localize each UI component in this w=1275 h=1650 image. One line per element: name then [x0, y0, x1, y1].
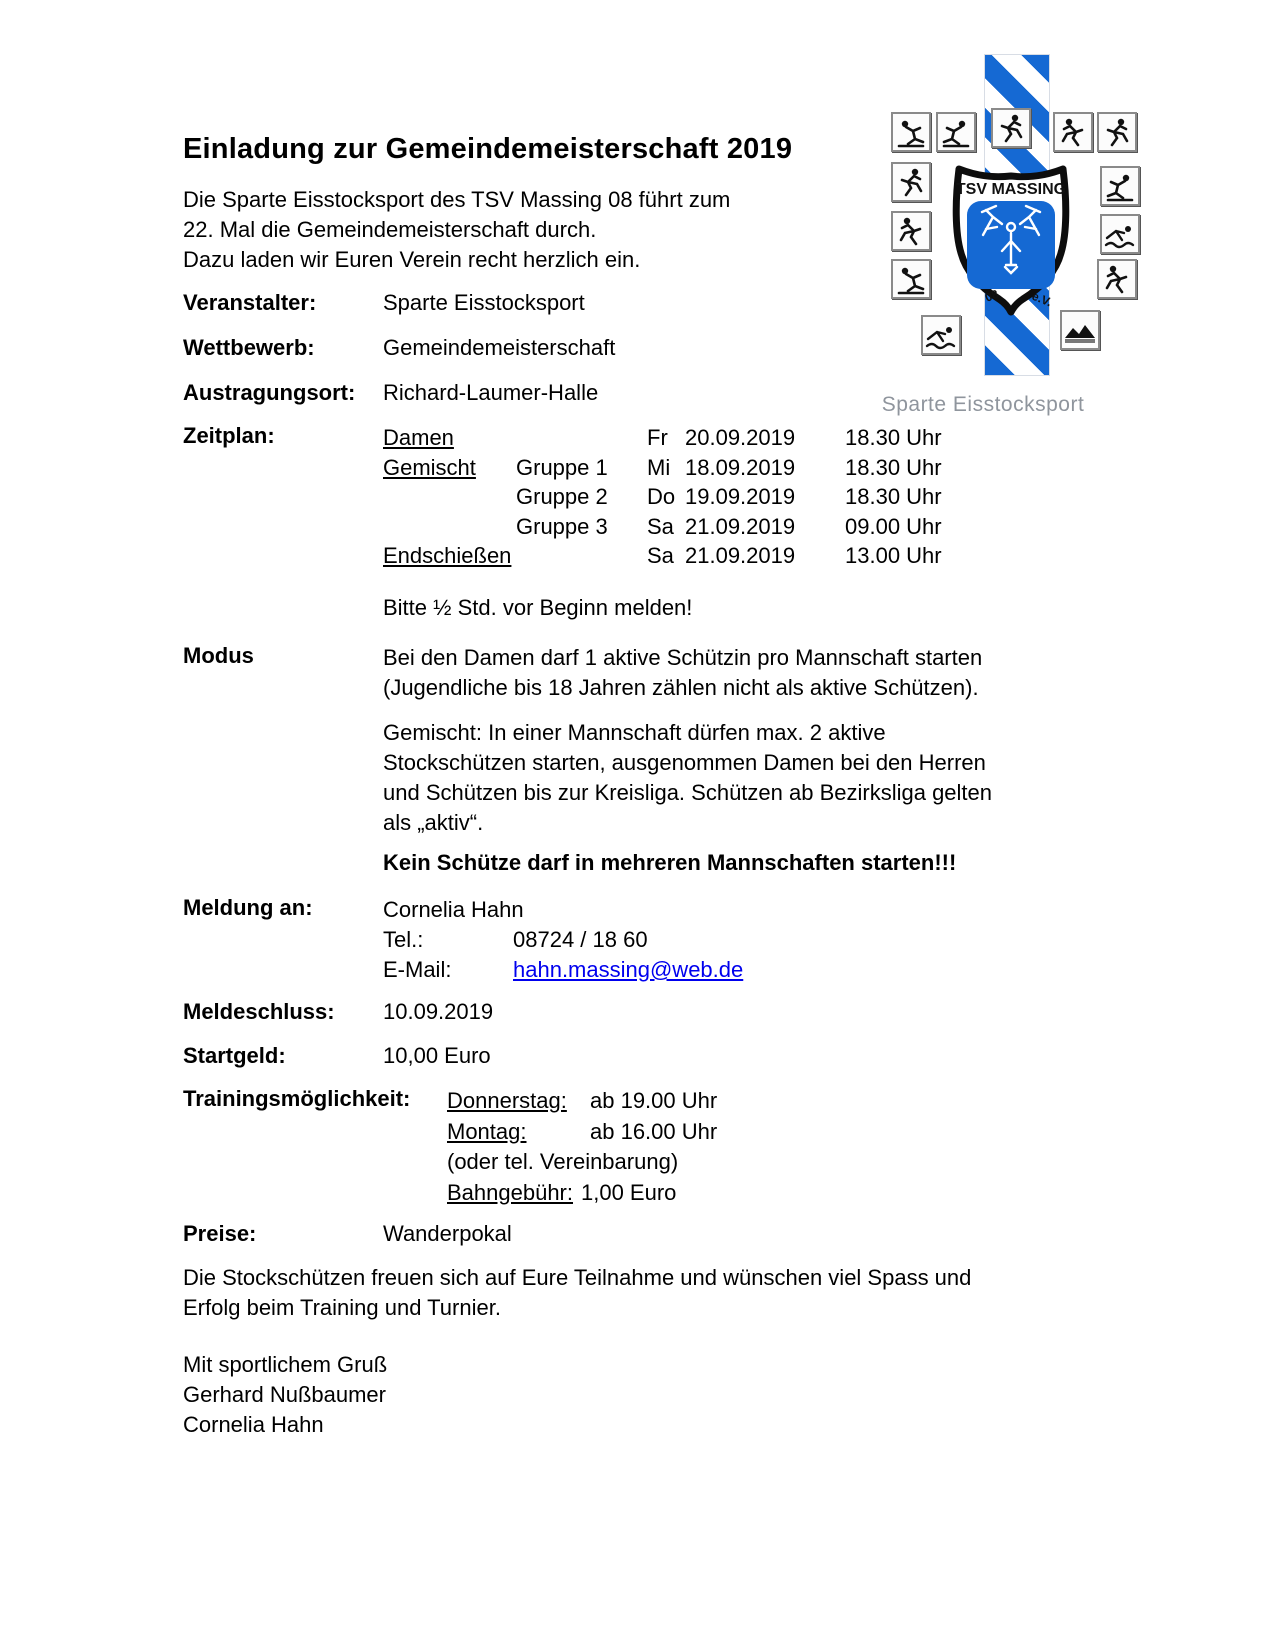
austragungsort-label: Austragungsort: — [183, 380, 356, 405]
shield-number: 08 — [982, 286, 1001, 305]
modus-line: Gemischt: In einer Mannschaft dürfen max. 2 aktive — [383, 720, 886, 745]
zeitplan-time: 18.30 Uhr — [845, 454, 942, 480]
boxing-pictogram-icon — [891, 162, 931, 202]
signature-greeting: Mit sportlichem Gruß — [183, 1352, 388, 1377]
zeitplan-row — [383, 541, 942, 571]
meldung-label: Meldung an: — [183, 895, 313, 920]
closing-line: Erfolg beim Training und Turnier. — [183, 1295, 501, 1320]
training-time: ab 16.00 Uhr — [590, 1118, 718, 1144]
zeitplan-category: Damen — [383, 425, 454, 450]
zeitplan-day: Sa — [647, 513, 674, 539]
zeitplan-row — [383, 453, 942, 483]
wettbewerb-label: Wettbewerb: — [183, 335, 315, 360]
veranstalter-value: Sparte Eisstocksport — [383, 290, 585, 315]
zeitplan-row — [383, 512, 942, 542]
tel-value: 08724 / 18 60 — [513, 927, 648, 952]
luge-pictogram-icon — [1100, 214, 1140, 254]
modus-paragraph-1 — [383, 643, 982, 703]
zeitplan-day: Sa — [647, 543, 674, 568]
intro-line: 22. Mal die Gemeindemeisterschaft durch. — [183, 217, 597, 242]
training-time: ab 19.00 Uhr — [590, 1088, 718, 1113]
signature-name: Gerhard Nußbaumer — [183, 1382, 386, 1407]
shield-suffix: e.V. — [1029, 288, 1054, 310]
veranstalter-label: Veranstalter: — [183, 290, 317, 315]
training-row — [447, 1086, 717, 1117]
modus-warning: Kein Schütze darf in mehreren Mannschaften starten!!! — [383, 850, 957, 875]
email-link[interactable]: hahn.massing@web.de — [513, 957, 744, 982]
tel-label: Tel.: — [383, 927, 424, 952]
zeitplan-category: Endschießen — [383, 543, 512, 568]
zeitplan-date: 18.09.2019 — [685, 454, 796, 480]
modus-label: Modus — [183, 643, 254, 668]
austragungsort-value: Richard-Laumer-Halle — [383, 380, 599, 405]
intro-line: Die Sparte Eisstocksport des TSV Massing 08 führt zum — [183, 187, 731, 212]
email-label: E-Mail: — [383, 957, 452, 982]
soccer-pictogram-icon — [891, 211, 931, 251]
tsv-massing-logo — [843, 55, 1143, 420]
modus-line: (Jugendliche bis 18 Jahren zählen nicht als aktive Schützen). — [383, 675, 979, 700]
meldeschluss-label: Meldeschluss: — [183, 999, 335, 1024]
zeitplan-note: Bitte ½ Std. vor Beginn melden! — [383, 595, 693, 620]
skiing-pictogram-icon — [1097, 259, 1137, 299]
meldeschluss-value: 10.09.2019 — [383, 999, 494, 1024]
zeitplan-row — [383, 423, 942, 453]
training-row — [447, 1117, 717, 1148]
closing-line: Die Stockschützen freuen sich auf Eure Teilnahme und wünschen viel Spass und — [183, 1265, 972, 1290]
zeitplan-gruppe: Gruppe 1 — [516, 454, 608, 480]
intro-paragraph — [183, 185, 730, 275]
zeitplan-day: Fr — [647, 425, 668, 450]
zeitplan-gruppe — [516, 423, 647, 453]
wettbewerb-value: Gemeindemeisterschaft — [383, 335, 616, 360]
preise-value: Wanderpokal — [383, 1221, 512, 1246]
closing-paragraph — [183, 1263, 971, 1323]
running-pictogram-icon — [991, 108, 1031, 148]
modus-paragraph-2 — [383, 718, 992, 838]
zeitplan-gruppe — [516, 541, 647, 571]
zeitplan-row — [383, 482, 942, 512]
modus-line: Stockschützen starten, ausgenommen Damen bei den Herren — [383, 750, 986, 775]
zeitplan-label: Zeitplan: — [183, 423, 275, 448]
meldung-contact-name: Cornelia Hahn — [383, 897, 524, 922]
startgeld-value: 10,00 Euro — [383, 1043, 491, 1068]
zeitplan-time: 13.00 Uhr — [845, 543, 942, 568]
gymnastics-pictogram-icon — [891, 112, 931, 152]
skating-pictogram-icon — [1097, 112, 1137, 152]
zeitplan-date: 20.09.2019 — [685, 425, 796, 450]
zeitplan-time: 18.30 Uhr — [845, 484, 942, 509]
preise-label: Preise: — [183, 1221, 257, 1246]
zeitplan-date: 19.09.2019 — [685, 484, 796, 509]
zeitplan-gruppe: Gruppe 2 — [516, 484, 608, 509]
sprint-pictogram-icon — [1053, 112, 1093, 152]
signature-block — [183, 1350, 387, 1440]
modus-line: als „aktiv“. — [383, 810, 484, 835]
hurdles-pictogram-icon — [891, 259, 931, 299]
training-day: Donnerstag: — [447, 1088, 567, 1113]
zeitplan-gruppe: Gruppe 3 — [516, 513, 608, 539]
page-title: Einladung zur Gemeindemeisterschaft 2019 — [183, 133, 793, 165]
bahngebuehr-label: Bahngebühr: — [447, 1179, 573, 1205]
logo-caption: Sparte Eisstocksport — [881, 393, 1085, 416]
ski-jump-pictogram-icon — [1100, 166, 1140, 206]
shield-title: TSV MASSING — [955, 181, 1067, 198]
zeitplan-day: Do — [647, 484, 676, 509]
training-label: Trainingsmöglichkeit: — [183, 1086, 411, 1111]
meldung-block — [383, 895, 743, 985]
zeitplan-date: 21.09.2019 — [685, 543, 796, 568]
signature-name: Cornelia Hahn — [183, 1412, 324, 1437]
zeitplan-date: 21.09.2019 — [685, 513, 796, 539]
zeitplan-time: 09.00 Uhr — [845, 513, 942, 539]
club-shield-icon — [949, 161, 1073, 325]
modus-line: Bei den Damen darf 1 aktive Schützin pro Mannschaft starten — [383, 645, 983, 670]
bahngebuehr-value: 1,00 Euro — [581, 1179, 677, 1205]
training-note: (oder tel. Vereinbarung) — [447, 1149, 679, 1174]
zeitplan-table — [383, 423, 942, 571]
intro-line: Dazu laden wir Euren Verein recht herzlich ein. — [183, 247, 641, 272]
training-day: Montag: — [447, 1118, 527, 1144]
training-block — [447, 1086, 717, 1208]
modus-line: und Schützen bis zur Kreisliga. Schützen ab Bezirksliga gelten — [383, 780, 993, 805]
zeitplan-time: 18.30 Uhr — [845, 425, 942, 450]
zeitplan-day: Mi — [647, 454, 671, 480]
zeitplan-category: Gemischt — [383, 454, 476, 480]
startgeld-label: Startgeld: — [183, 1043, 286, 1068]
high-bar-pictogram-icon — [936, 112, 976, 152]
